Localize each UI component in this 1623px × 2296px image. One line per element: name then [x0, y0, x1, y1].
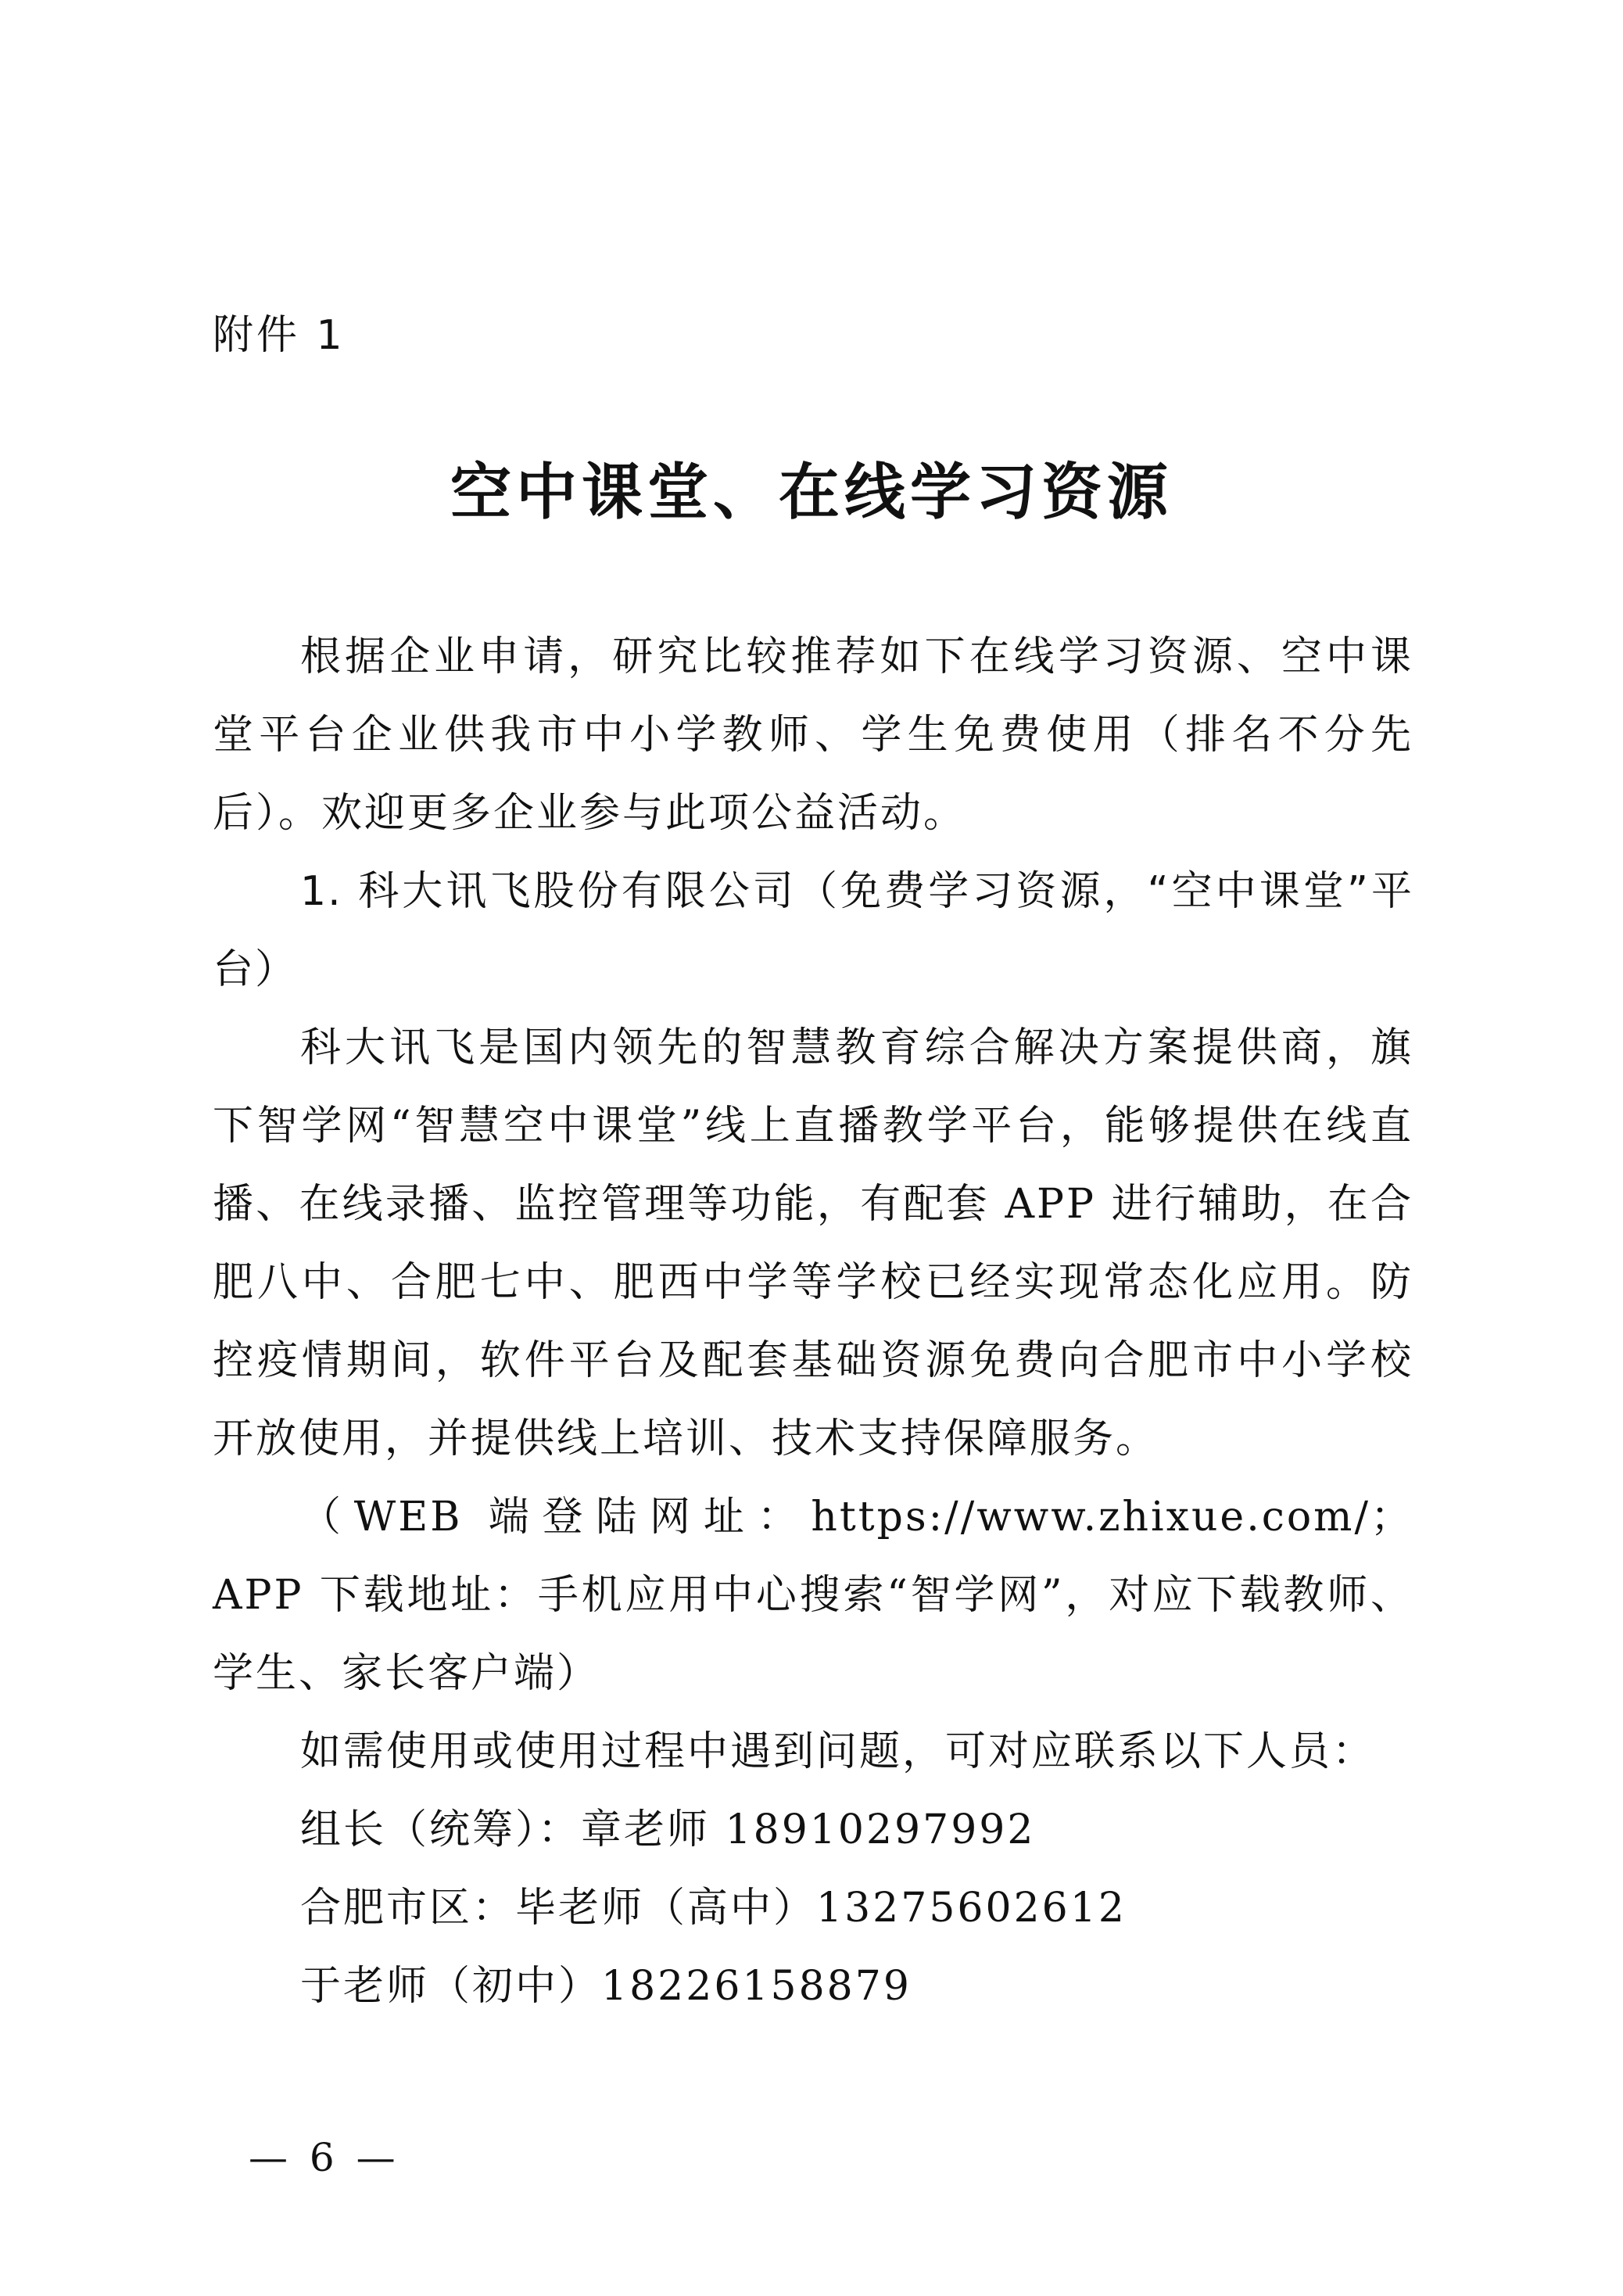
intro-paragraph: 根据企业申请，研究比较推荐如下在线学习资源、空中课堂平台企业供我市中小学教师、学生免费使用（排名不分先后）。欢迎更多企业参与此项公益活动。	[213, 633, 1413, 837]
page-number: — 6 —	[249, 2135, 400, 2180]
annex-label: 附件 1	[213, 312, 346, 359]
contact-line: 合肥市区：毕老师（高中）13275602612	[300, 1885, 1127, 1932]
section-1-heading: 1. 科大讯飞股份有限公司（免费学习资源，“空中课堂”平台）	[213, 868, 1413, 993]
contact-line: 组长（统筹）：章老师 18910297992	[300, 1806, 1036, 1853]
section-1-access-info: （WEB 端登陆网址：https://www.zhixue.com/；APP 下载地址：手机应用中心搜索“智学网”，对应下载教师、学生、家长客户端）	[213, 1494, 1413, 1697]
document-title: 空中课堂、在线学习资源	[450, 457, 1173, 528]
document-body	[213, 618, 1413, 1713]
section-1-description: 科大讯飞是国内领先的智慧教育综合解决方案提供商，旗下智学网“智慧空中课堂”线上直播教学平台，能够提供在线直播、在线录播、监控管理等功能，有配套 APP 进行辅助，在合肥八中、合肥七中、肥西中学等学校已经实现常态化应用。防控疫情期间，软件平台及配套基础资源免费向合肥市中小学校开放使用，并提供线上培训、技术支持保障服务。	[213, 1024, 1413, 1462]
contact-intro: 如需使用或使用过程中遇到问题，可对应联系以下人员：	[300, 1728, 1376, 1775]
contact-line: 于老师（初中）18226158879	[300, 1963, 912, 2010]
